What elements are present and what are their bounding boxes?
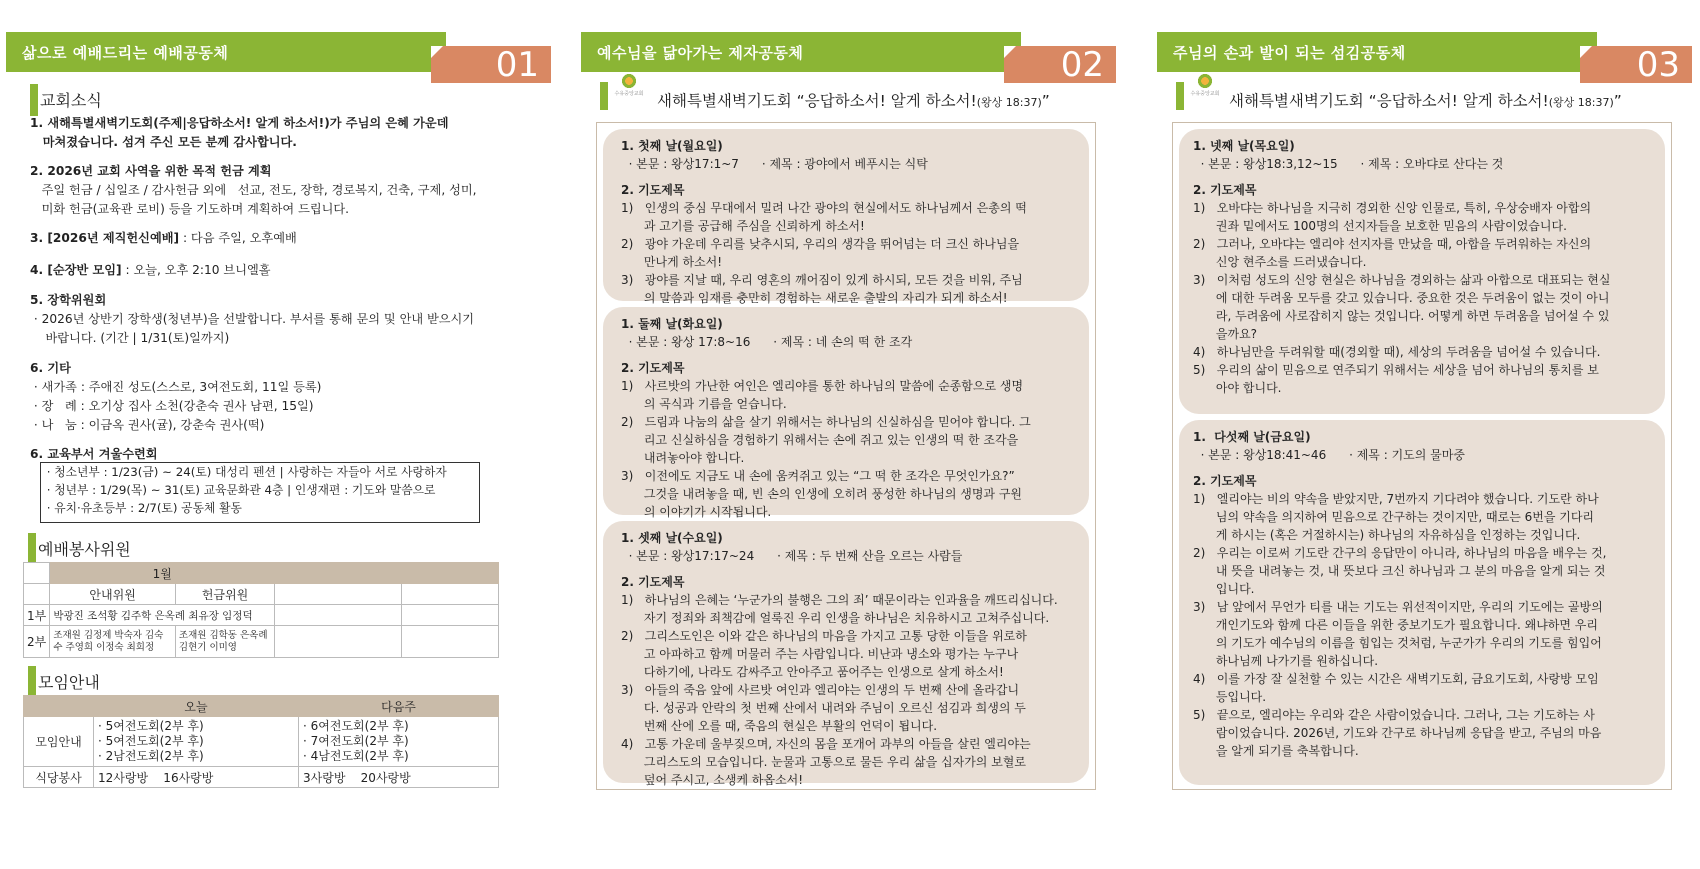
day-heading: 2. 기도제목 — [621, 575, 685, 589]
day-heading: 1. 첫째 날(월요일) — [621, 139, 723, 153]
day-line: 을 알게 되기를 축복합니다. — [1193, 744, 1359, 758]
day-line: · 본문 : 왕상17:17~24 · 제목 : 두 번째 산을 오르는 사람들 — [621, 549, 963, 563]
day-line: 아야 합니다. — [1193, 381, 1282, 395]
serve-heading: 예배봉사위원 — [38, 537, 131, 560]
page-01 — [6, 32, 551, 862]
day-heading: 1. 다섯째 날(금요일) — [1193, 430, 1311, 444]
day-line: 2) 드림과 나눔의 삶을 살기 위해서는 하나님의 신실하심을 믿어야 합니다. 그 — [621, 415, 1031, 429]
meet-item: · 5여전도회(2부 후) — [98, 734, 204, 748]
news-line: 1. 새해특별새벽기도회(주제|응답하소서! 알게 하소서!)가 주님의 은혜 가운데 — [30, 116, 449, 130]
meet-item: · 6여전도회(2부 후) — [303, 719, 409, 733]
day-line: 의 이야기가 시작됩니다. — [621, 505, 772, 519]
meet-item: · 4남전도회(2부 후) — [303, 749, 409, 763]
day-heading: 1. 셋째 날(수요일) — [621, 531, 723, 545]
dawn-prayer-title: 새해특별새벽기도회 “응답하소서! 알게 하소서!(왕상 18:37)” — [1229, 92, 1622, 110]
meal-label: 식당봉사 — [24, 767, 94, 788]
day-line: 신앙 현주소를 드러냈습니다. — [1193, 255, 1367, 269]
day-line: 입니다. — [1193, 582, 1255, 596]
dawn-prayer-title: 새해특별새벽기도회 “응답하소서! 알게 하소서!(왕상 18:37)” — [657, 92, 1050, 110]
day-line: · 본문 : 왕상17:1~7 · 제목 : 광야에서 베푸시는 식탁 — [621, 157, 928, 171]
role-header: 헌금위원 — [175, 584, 274, 605]
day-line: 3) 광야를 지날 때, 우리 영혼의 깨어짐이 있게 하시되, 모든 것을 비워, 주님 — [621, 273, 1023, 287]
part-cell: 2부 — [24, 626, 50, 658]
day-line: 다. 성공과 안락의 첫 번째 산에서 내려와 주님이 오르신 섬김과 희생의 두 — [621, 701, 1026, 715]
page-number-badge — [1580, 46, 1692, 83]
day-heading: 2. 기도제목 — [1193, 474, 1257, 488]
day-heading: 1. 둘째 날(화요일) — [621, 317, 723, 331]
day-line: 3) 이전에도 지금도 내 손에 움켜쥐고 있는 “그 떡 한 조각은 무엇인가요?” — [621, 469, 1015, 483]
news-line: 2. 2026년 교회 사역을 위한 목적 헌금 계획 — [30, 164, 272, 178]
day-line: 람이었습니다. 2026년, 기도와 간구로 하나님께 응답을 받고, 주님의 마음 — [1193, 726, 1602, 740]
day-heading: 2. 기도제목 — [1193, 183, 1257, 197]
day-line: 번째 산에 오를 때, 죽음의 현실은 부활의 언덕이 됩니다. — [621, 719, 938, 733]
day-line: 덮어 주시고, 소생케 하옵소서! — [621, 773, 804, 787]
day-line: 게 하시는 (혹은 거절하시는) 하나님의 자유하심을 인정하는 것입니다. — [1193, 528, 1581, 542]
day-line: 2) 그리스도인은 이와 같은 하나님의 마음을 가지고 고통 당한 이들을 위로하 — [621, 629, 1027, 643]
day-line: 다하기에, 나라도 감싸주고 안아주고 품어주는 인생으로 살게 하소서! — [621, 665, 1004, 679]
news-line: 6. 교육부서 겨울수련회 — [30, 447, 158, 461]
day-line: 2) 그러나, 오바댜는 엘리야 선지자를 만났을 때, 아합을 두려워하는 자신의 — [1193, 237, 1592, 251]
retreat-item: · 유치·유초등부 : 2/7(토) 공동체 활동 — [43, 501, 242, 515]
meet-label: 모임안내 — [24, 717, 94, 767]
day-line: · 본문 : 왕상18:3,12~15 · 제목 : 오바댜로 산다는 것 — [1193, 157, 1504, 171]
news-line: · 나 눔 : 이금옥 권사(귤), 강춘숙 권사(떡) — [30, 418, 265, 432]
day-line: 1) 사르밧의 가난한 여인은 엘리야를 통한 하나님의 말씀에 순종함으로 생명 — [621, 379, 1024, 393]
today-header: 오늘 — [94, 696, 299, 717]
serve-b: 최유장 임정덕 — [188, 609, 253, 622]
day-line: 의 곡식과 기름을 얻습니다. — [621, 397, 787, 411]
day-line: 3) 이처럼 성도의 신앙 현실은 하나님을 경외하는 삶과 아합으로 대표되는 현실 — [1193, 273, 1611, 287]
accent-bar — [1176, 82, 1184, 110]
news-line: · 2026년 상반기 장학생(청년부)을 선발합니다. 부서를 통해 문의 및 안내 받으시기 — [30, 312, 475, 326]
day-line: 등입니다. — [1193, 690, 1267, 704]
retreat-box — [40, 462, 480, 523]
serve-a: 박광진 조석황 김주학 은옥례 — [53, 609, 186, 622]
page-number: 01 — [495, 45, 539, 85]
serve-a: 조재원 김정제 박숙자 김숙수 주영희 이정숙 최희정 — [50, 626, 176, 658]
day-line: 만나게 하소서! — [621, 255, 723, 269]
day-line: 의 말씀과 임재를 충만히 경험하는 새로운 출발의 자리가 되게 하소서! — [621, 291, 1008, 305]
day-heading: 2. 기도제목 — [621, 183, 685, 197]
retreat-item: · 청년부 : 1/29(목) ~ 31(토) 교육문화관 4층 | 인생재편 : 기도와 말씀으로 — [43, 483, 436, 497]
day-heading: 2. 기도제목 — [621, 361, 685, 375]
day-line: 내려놓아야 합니다. — [621, 451, 745, 465]
news-line: 마쳐졌습니다. 섬겨 주신 모든 분께 감사합니다. — [30, 135, 297, 149]
meet-item: · 5여전도회(2부 후) — [98, 719, 204, 733]
news-line: 미화 헌금(교육관 로비) 등을 기도하며 계획하여 드립니다. — [30, 202, 350, 216]
day-line: 의 기도가 예수님의 이름을 힘입는 것처럼, 누군가가 우리의 기도를 힘입어 — [1193, 636, 1602, 650]
page-number: 02 — [1060, 45, 1104, 85]
news-line: 3. [2026년 제직헌신예배] : 다음 주일, 오후예배 — [30, 231, 297, 245]
news-line: 주일 헌금 / 십일조 / 감사헌금 외에 선교, 전도, 장학, 경로복지, 건축, 구제, 성미, — [30, 183, 477, 197]
meet-item: · 7여전도회(2부 후) — [303, 734, 409, 748]
day-line: 1) 하나님의 은혜는 ‘누군가의 불행은 그의 죄’ 때문이라는 인과율을 깨뜨리십니다. — [621, 593, 1058, 607]
meet-table — [23, 695, 499, 788]
day-line: 1) 인생의 중심 무대에서 밀려 나간 광야의 현실에서도 하나님께서 은총의 떡 — [621, 201, 1027, 215]
day-line: · 본문 : 왕상18:41~46 · 제목 : 기도의 물마중 — [1193, 448, 1465, 462]
day-line: 개인기도와 함께 다른 이들을 위한 중보기도가 필요합니다. 왜냐하면 우리 — [1193, 618, 1598, 632]
day-line: 4) 고통 가운데 울부짖으며, 자신의 몸을 포개어 과부의 아들을 살린 엘리야는 — [621, 737, 1031, 751]
day-line: 내 뜻을 내려놓는 것, 내 뜻보다 크신 하나님과 그 분의 마음을 알게 되는 것 — [1193, 564, 1606, 578]
day-line: 에 대한 두려움 모두를 갖고 있습니다. 중요한 것은 두려움이 없는 것이 아니 — [1193, 291, 1610, 305]
next-header: 다음주 — [299, 696, 499, 717]
banner-title: 주님의 손과 발이 되는 섬김공동체 — [1173, 44, 1406, 62]
day-line: 그리스도의 모습입니다. 눈물과 고통으로 물든 우리 삶을 십자가의 보혈로 — [621, 755, 1026, 769]
day-card-2 — [603, 307, 1089, 519]
day-line: 자기 정죄와 죄책감에 얼룩진 우리 인생을 하나님은 치유하시고 고쳐주십니다. — [621, 611, 1050, 625]
church-logo: 수유중앙교회 — [1188, 72, 1222, 112]
day-card-4 — [1179, 129, 1665, 414]
day-heading: 1. 넷째 날(목요일) — [1193, 139, 1295, 153]
church-logo: 수유중앙교회 — [612, 72, 646, 112]
page-02 — [581, 32, 1104, 862]
day-line: 2) 우리는 이로써 기도란 간구의 응답만이 아니라, 하나님의 마음을 배우는 것, — [1193, 546, 1607, 560]
meal-today: 12사랑방 16사랑방 — [94, 767, 299, 788]
banner-title: 삶으로 예배드리는 예배공동체 — [22, 44, 229, 62]
day-line: 4) 이를 가장 잘 실천할 수 있는 시간은 새벽기도회, 금요기도회, 사랑방 모임 — [1193, 672, 1599, 686]
day-line: 하나님께 나가기를 원하십니다. — [1193, 654, 1379, 668]
page-number-badge — [1004, 46, 1116, 83]
day-line: 라, 두려움에 사로잡히지 않는 것입니다. 어떻게 하면 두려움을 넘어설 수 있 — [1193, 309, 1610, 323]
day-line: 을까요? — [1193, 327, 1258, 341]
retreat-item: · 청소년부 : 1/23(금) ~ 24(토) 대성리 펜션 | 사랑하는 자들아 서로 사랑하자 — [43, 465, 447, 479]
day-line: 1) 엘리야는 비의 약속을 받았지만, 7번까지 기다려야 했습니다. 기도란 하나 — [1193, 492, 1599, 506]
meet-heading: 모임안내 — [38, 670, 100, 693]
day-line: 3) 아들의 죽음 앞에 사르밧 여인과 엘리야는 인생의 두 번째 산에 올라갑니 — [621, 683, 1020, 697]
news-heading: 교회소식 — [40, 88, 102, 111]
day-line: 1) 오바댜는 하나님을 지극히 경외한 신앙 인물로, 특히, 우상숭배자 아합의 — [1193, 201, 1592, 215]
day-line: 4) 하나님만을 두려워할 때(경외할 때), 세상의 두려움을 넘어설 수 있습니다. — [1193, 345, 1601, 359]
role-header: 안내위원 — [50, 584, 176, 605]
day-line: 권좌 밑에서도 100명의 선지자들을 보호한 믿음의 사람이었습니다. — [1193, 219, 1567, 233]
day-line: 그것을 내려놓을 때, 빈 손의 인생에 오히려 풍성한 하나님의 생명과 구원 — [621, 487, 1023, 501]
serve-table — [23, 562, 499, 658]
day-card-1 — [603, 129, 1089, 305]
meal-next: 3사랑방 20사랑방 — [299, 767, 499, 788]
part-cell: 1부 — [24, 605, 50, 626]
day-line: 5) 우리의 삶이 믿음으로 연주되기 위해서는 세상을 넘어 하나님의 통치를 보 — [1193, 363, 1599, 377]
page-03 — [1157, 32, 1680, 862]
news-line: 4. [순장반 모임] : 오늘, 오후 2:10 브니엘홀 — [30, 263, 271, 277]
news-line: 5. 장학위원회 — [30, 293, 107, 307]
banner-title: 예수님을 닮아가는 제자공동체 — [597, 44, 804, 62]
day-line: 고 아파하고 함께 머물러 주는 사람입니다. 비난과 냉소와 평가는 누구나 — [621, 647, 1019, 661]
day-line: · 본문 : 왕상 17:8~16 · 제목 : 네 손의 떡 한 조각 — [621, 335, 913, 349]
meet-item: · 2남전도회(2부 후) — [98, 749, 204, 763]
news-line: 6. 기타 — [30, 361, 71, 375]
serve-b: 조재원 김학동 은옥례 김현기 이미영 — [175, 626, 274, 658]
day-line: 리고 신실하심을 경험하기 위해서는 손에 쥐고 있는 인생의 떡 한 조각을 — [621, 433, 1019, 447]
day-line: 5) 끝으로, 엘리야는 우리와 같은 사람이었습니다. 그러나, 그는 기도하는 사 — [1193, 708, 1595, 722]
day-line: 3) 남 앞에서 무언가 티를 내는 기도는 위선적이지만, 우리의 기도에는 골방의 — [1193, 600, 1603, 614]
page-number: 03 — [1636, 45, 1680, 85]
day-line: 님의 약속을 의지하여 믿음으로 간구하는 것이지만, 때로는 6번을 기다리 — [1193, 510, 1595, 524]
month-cell: 1월 — [50, 563, 275, 584]
page-number-badge — [431, 46, 551, 83]
news-line: · 새가족 : 주애진 성도(스스로, 3여전도회, 11일 등록) — [30, 380, 322, 394]
accent-bar — [600, 82, 608, 110]
day-line: 과 고기를 공급해 주심을 신뢰하게 하소서! — [621, 219, 865, 233]
news-line: · 장 례 : 오기상 집사 소천(강춘숙 권사 남편, 15일) — [30, 399, 314, 413]
section-banner — [1157, 32, 1597, 72]
day-card-5 — [1179, 420, 1665, 785]
section-banner — [581, 32, 1021, 72]
day-card-3 — [603, 521, 1089, 787]
day-line: 2) 광야 가운데 우리를 낮추시되, 우리의 생각을 뛰어넘는 더 크신 하나님을 — [621, 237, 1020, 251]
news-line: 바랍니다. (기간 | 1/31(토)일까지) — [30, 331, 230, 345]
section-banner — [6, 32, 446, 72]
